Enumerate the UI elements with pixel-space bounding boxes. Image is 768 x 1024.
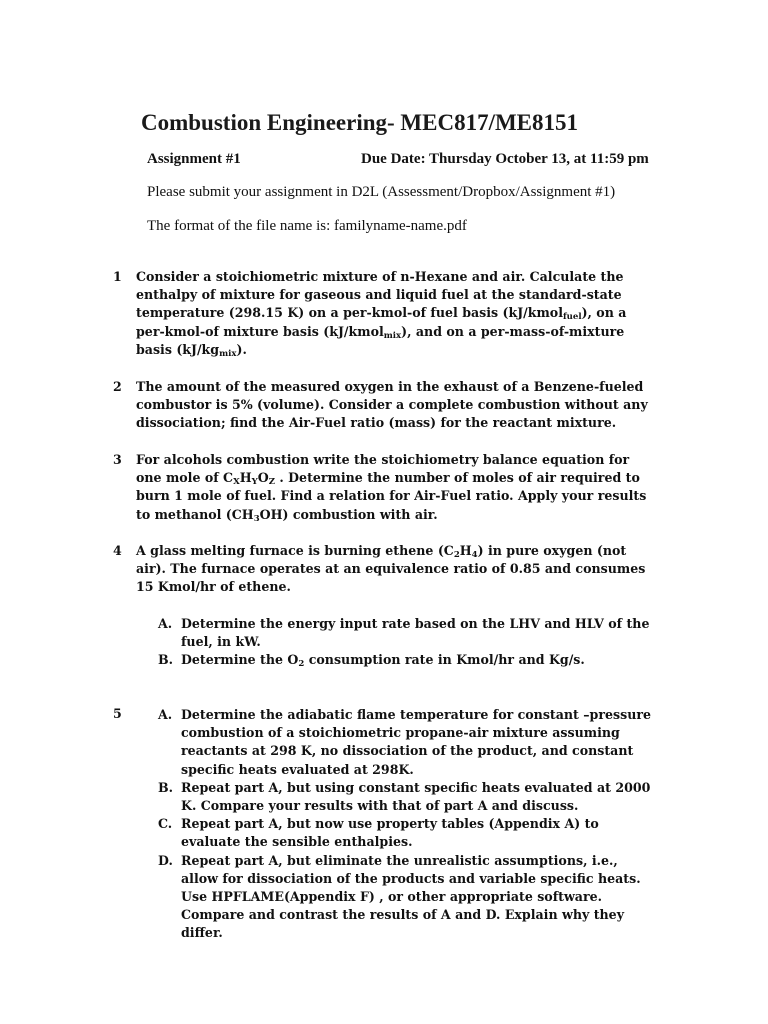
subpart-a: [158, 615, 658, 651]
assignment-label: Assignment #1: [147, 151, 241, 167]
subpart-d: [158, 852, 658, 943]
question-3: [113, 451, 653, 524]
subpart-letter: B.: [158, 652, 174, 668]
subpart-text: Determine the energy input rate based on the LHV and HLV of the fuel, in kW.: [181, 616, 650, 650]
question-text: The amount of the measured oxygen in the exhaust of a Benzene-fueled combustor is 5% (volume). Consider a complete combustion without any dissociation; find the Air-Fuel ratio (mass) for the reactant mixture.: [136, 379, 648, 431]
question-number: 3: [113, 452, 122, 467]
subpart-a: [158, 706, 658, 779]
question-5-subparts: [158, 706, 658, 943]
question-2: [113, 378, 653, 433]
submission-instruction: Please submit your assignment in D2L (Assessment/Dropbox/Assignment #1): [147, 184, 616, 200]
question-4: [113, 542, 653, 597]
page-title: Combustion Engineering- MEC817/ME8151: [141, 110, 579, 135]
question-text: For alcohols combustion write the stoichiometry balance equation for one mole of $C_XH_YO_Z$ . Determine the number of moles of air required to burn 1 mole of fuel. Find a relation for Air-Fuel ratio. Apply your results to methanol $(CH_3OH)$ combustion with air.: [136, 452, 647, 524]
subpart-b: [158, 779, 658, 815]
subpart-c: [158, 815, 658, 851]
question-text: A glass melting furnace is burning ethene $(C_2H_4)$ in pure oxygen (not air). The furnace operates at an equivalence ratio of 0.85 and consumes 15 Kmol/hr of ethene.: [136, 543, 646, 595]
subpart-text: Repeat part A, but eliminate the unrealistic assumptions, i.e., allow for dissociation of the products and variable specific heats. Use HPFLAME(Appendix F) , or other appropriate software. Compare and contrast the results of A and D. Explain why they differ.: [181, 852, 641, 941]
due-date: Due Date: Thursday October 13, at 11:59 pm: [361, 151, 649, 167]
subpart-letter: C.: [158, 816, 173, 832]
question-number: 2: [113, 379, 122, 394]
subpart-text: Determine the $O_2$ consumption rate in Kmol/hr and Kg/s.: [181, 652, 585, 670]
subpart-letter: B.: [158, 779, 174, 795]
question-number: 1: [113, 269, 122, 284]
filename-instruction: The format of the file name is: familyname-name.pdf: [147, 218, 467, 234]
question-5-number: 5: [113, 706, 122, 721]
question-number: 4: [113, 543, 122, 558]
question-1: [113, 268, 653, 359]
subpart-b: [158, 651, 658, 669]
subpart-letter: A.: [158, 707, 173, 722]
question-text: Consider a stoichiometric mixture of n-Hexane and air. Calculate the enthalpy of mixture for gaseous and liquid fuel at the standard-state temperature (298.15 K) on a per-kmol-of fuel basis (kJ/kmol$_{fuel}$), on a per-kmol-of mixture basis (kJ/kmol$_{mix}$), and on a per-mass-of-mixture basis $(kJ/kg_{mix})$.: [136, 269, 627, 359]
subpart-text: Repeat part A, but now use property tables (Appendix A) to evaluate the sensible enthalpies.: [181, 816, 599, 850]
question-4-subparts: [158, 615, 658, 670]
subpart-letter: A.: [158, 616, 173, 631]
subpart-text: Determine the adiabatic flame temperature for constant –pressure combustion of a stoichiometric propane-air mixture assuming reactants at 298 K, no dissociation of the product, and constant specific heats evaluated at 298K.: [181, 707, 651, 777]
subpart-letter: D.: [158, 852, 173, 868]
subpart-text: Repeat part A, but using constant specific heats evaluated at 2000 K. Compare your results with that of part A and discuss.: [181, 779, 651, 814]
